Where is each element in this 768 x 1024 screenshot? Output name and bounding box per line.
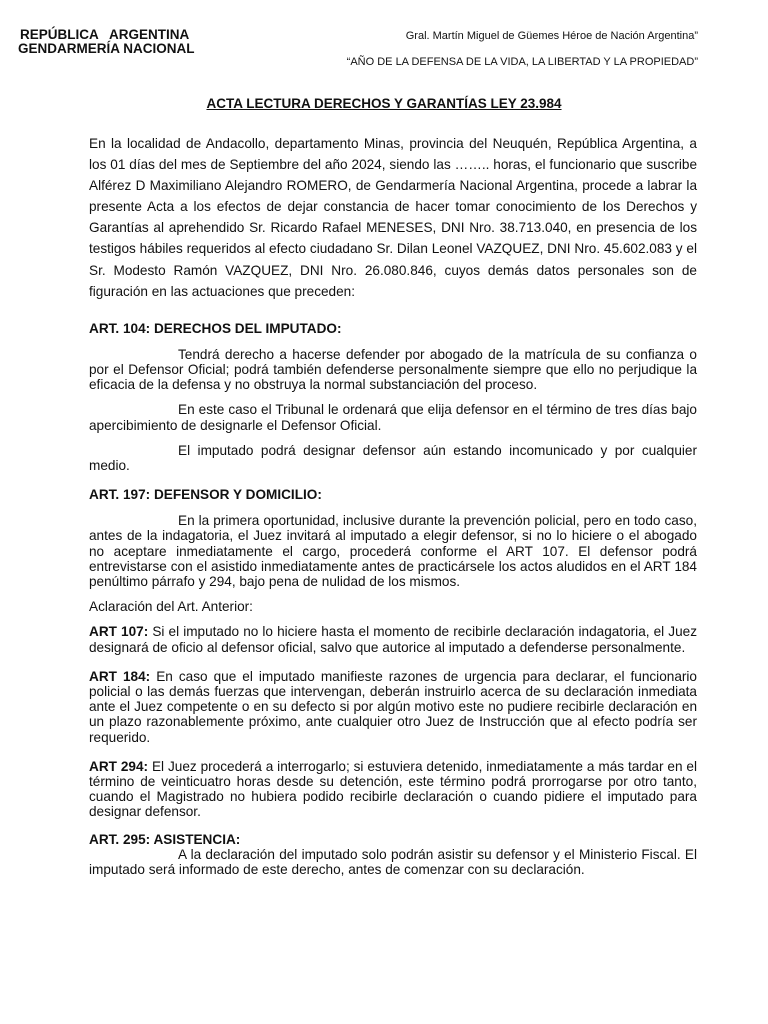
header-agency: GENDARMERÍA NACIONAL <box>18 41 195 56</box>
art184-text: En caso que el imputado manifieste razones de urgencia para declarar, el funcionario policial o las demás fuerzas que intervengan, deberán instruirlo acerca de su declaración inmediata ante el Juez competente o en su defecto si por algún motivo este no pudiere recibirle declaración en un plazo razonablemente próximo, ante cualquier otro Juez de Instrucción que al efecto podría ser requerido. <box>89 668 697 745</box>
art104-paragraph-1: Tendrá derecho a hacerse defender por abogado de la matrícula de su confianza o por el Defensor Oficial; podrá también defenderse personalmente siempre que ello no perjudique la eficacia de la defensa y no obstruya la normal substanciación del proceso. <box>89 346 697 393</box>
intro-paragraph: En la localidad de Andacollo, departamento Minas, provincia del Neuquén, República Argentina, a los 01 días del mes de Septiembre del año 2024, siendo las …….. horas, el funcionario que suscribe Alférez D Maximiliano Alejandro ROMERO, de Gendarmería Nacional Argentina, procede a labrar la presente Acta a los efectos de dejar constancia de hacer tomar conocimiento de los Derechos y Garantías al aprehendido Sr. Ricardo Rafael MENESES, DNI Nro. 38.713.040, en presencia de los testigos hábiles requeridos al efecto ciudadano Sr. Dilan Leonel VAZQUEZ, DNI Nro. 45.602.083 y el Sr. Modesto Ramón VAZQUEZ, DNI Nro. 26.080.846, cuyos demás datos personales son de figuración en las actuaciones que preceden: <box>89 136 697 299</box>
art107-text: Si el imputado no lo hiciere hasta el momento de recibirle declaración indagatoria, el Juez designará de oficio al defensor oficial, salvo que autorice al imputado a defenderse personalmente. <box>89 624 698 655</box>
art295-heading: ART. 295: ASISTENCIA: <box>89 831 241 847</box>
aclaracion-label: Aclaración del Art. Anterior: <box>89 599 253 615</box>
header-country: REPÚBLICA ARGENTINA <box>20 27 190 42</box>
art104-paragraph-2: En este caso el Tribunal le ordenará que elija defensor en el término de tres días bajo apercibimiento de designarle el Defensor Oficial. <box>89 402 697 433</box>
document-body <box>89 133 697 887</box>
art184-paragraph <box>89 669 697 745</box>
art184-label: ART 184: <box>89 668 151 684</box>
art294-paragraph <box>89 759 697 820</box>
art104-heading: ART. 104: DERECHOS DEL IMPUTADO: <box>89 320 342 336</box>
art107-paragraph <box>89 624 697 654</box>
art294-text: El Juez procederá a interrogarlo; si estuviera detenido, inmediatamente a más tardar en el término de veinticuatro horas desde su detención, este término podrá prorrogarse por otro tanto, cuando el Magistrado no hubiera podido recibirle declaración o cuando pidiere el imputado para designar defensor. <box>89 758 697 820</box>
document-title: ACTA LECTURA DERECHOS Y GARANTÍAS LEY 23.984 <box>206 96 562 111</box>
art104-paragraph-3: El imputado podrá designar defensor aún estando incomunicado y por cualquier medio. <box>89 442 697 473</box>
art294-label: ART 294: <box>89 758 149 774</box>
art197-paragraph: En la primera oportunidad, inclusive durante la prevención policial, pero en todo caso, antes de la indagatoria, el Juez invitará al imputado a elegir defensor, si no lo hiciere o el abogado no aceptare inmediatamente el cargo, procederá conforme el ART 107. El defensor podrá entrevistarse con el asistido inmediatamente antes de practicársele los actos aludidos en el ART 184 penúltimo párrafo y 294, bajo pena de nulidad de los mismos. <box>89 513 697 589</box>
art197-heading: ART. 197: DEFENSOR Y DOMICILIO: <box>89 487 322 503</box>
art107-label: ART 107: <box>89 624 149 640</box>
art295-paragraph: A la declaración del imputado solo podrán asistir su defensor y el Ministerio Fiscal. El imputado será informado de este derecho, antes de comenzar con su declaración. <box>89 846 697 878</box>
header-institution <box>18 28 195 56</box>
header-year-motto: “AÑO DE LA DEFENSA DE LA VIDA, LA LIBERTAD Y LA PROPIEDAD” <box>346 56 698 68</box>
header-dedication: Gral. Martín Miguel de Güemes Héroe de Nación Argentina” <box>405 30 698 42</box>
